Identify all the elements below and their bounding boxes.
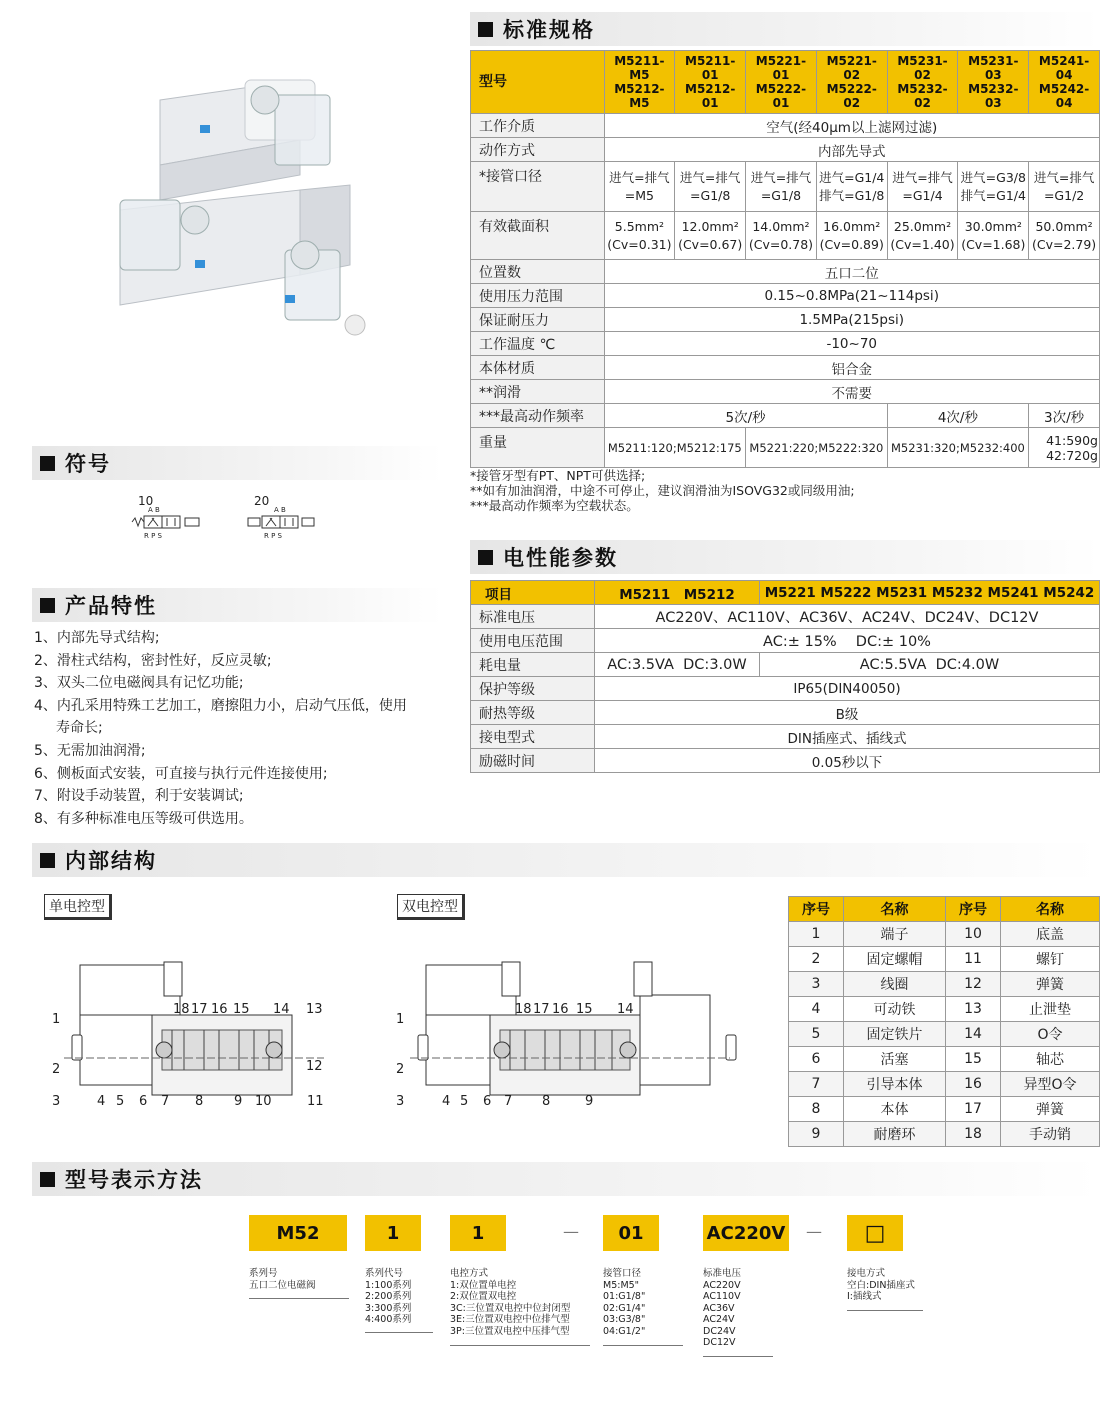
divider: [603, 1345, 683, 1346]
model-box-port: 01: [603, 1215, 659, 1251]
table-row: 保证耐压力 1.5MPa(215psi): [471, 308, 1100, 332]
table-row: 使用压力范围 0.15~0.8MPa(21~114psi): [471, 284, 1100, 308]
model-desc-voltage: 标准电压 AC220V AC110V AC36V AC24V DC24V DC12V: [703, 1268, 742, 1348]
table-header: 项目: [471, 581, 595, 605]
table-row: 耐热等级 B级: [471, 701, 1100, 725]
table-header: 名称: [844, 897, 946, 922]
square-bullet-icon: [40, 853, 55, 868]
list-item: 寿命长;: [56, 720, 103, 737]
table-row: *接管口径 进气=排气 =M5 进气=排气 =G1/8 进气=排气 =G1/8 进气=G1/4 排气=G1/8 进气=排气 =G1/4 进气=G3/8 排气=G1/4 进气=排气 =G1/2: [471, 162, 1100, 212]
table-row: 工作温度 ℃ -10~70: [471, 332, 1100, 356]
spec-model-col: M5221-02 M5222-02: [816, 51, 887, 114]
section-title: 标准规格: [503, 18, 595, 42]
parts-legend-table: [788, 896, 1100, 1147]
single-control-label: 单电控型: [44, 894, 112, 920]
table-row: 标准电压 AC220V、AC110V、AC36V、AC24V、DC24V、DC12V: [471, 605, 1100, 629]
divider: [365, 1332, 433, 1333]
model-box-series-code: 1: [365, 1215, 421, 1251]
section-header-spec: [470, 12, 1100, 46]
spec-table: [470, 50, 1100, 468]
table-row: 1 端子 10 底盖: [789, 922, 1100, 947]
symbol-10: 10 A B R P S: [130, 494, 215, 544]
model-box-voltage: AC220V: [703, 1215, 789, 1251]
square-bullet-icon: [40, 456, 55, 471]
list-item: 2、滑柱式结构，密封性好，反应灵敏;: [34, 652, 272, 669]
note-line: **如有加油润滑，中途不可停止，建议润滑油为ISOVG32或同级用油;: [470, 483, 855, 498]
section-title: 型号表示方法: [65, 1168, 203, 1192]
symbol-20: 20 A B R P S: [246, 494, 331, 544]
spec-header-label: 型号: [471, 51, 605, 114]
square-bullet-icon: [40, 598, 55, 613]
section-header-features: [32, 588, 442, 622]
spec-model-col: M5241-04 M5242-04: [1029, 51, 1100, 114]
spec-model-col: M5221-01 M5222-01: [746, 51, 817, 114]
square-bullet-icon: [40, 1172, 55, 1187]
divider: [703, 1356, 773, 1357]
spec-model-col: M5231-02 M5232-02: [887, 51, 958, 114]
model-dash: —: [563, 1222, 579, 1241]
table-header: M5221 M5222 M5231 M5232 M5241 M5242: [760, 581, 1100, 605]
double-control-diagram: 1 2 3 4 5 6 7 8 9 14 15 16 17 18: [390, 960, 750, 1110]
table-header: 序号: [946, 897, 1001, 922]
table-header: 序号: [789, 897, 844, 922]
model-box-connection: □: [847, 1215, 903, 1251]
list-item: 8、有多种标准电压等级可供选用。: [34, 810, 253, 827]
note-line: *接管牙型有PT、NPT可供选择;: [470, 468, 646, 483]
model-desc-control: 电控方式 1:双位置单电控 2:双位置双电控 3C:三位置双电控中位封闭型 3E:三位置双电控中位排气型 3P:三位置双电控中压排气型: [450, 1268, 571, 1337]
table-row: 2 固定螺帽 11 螺钉: [789, 947, 1100, 972]
square-bullet-icon: [478, 22, 493, 37]
table-row: 重量 M5211:120;M5212:175 M5221:220;M5222:320 M5231:320;M5232:400 41:590g 42:720g: [471, 428, 1100, 468]
model-dash: —: [806, 1222, 822, 1241]
square-bullet-icon: [478, 550, 493, 565]
model-desc-connection: 接电方式 空白:DIN插座式 I:插线式: [847, 1268, 915, 1302]
table-row: 7 引导本体 16 异型O令: [789, 1072, 1100, 1097]
electrical-table: [470, 580, 1100, 773]
table-row: 耗电量 AC:3.5VA DC:3.0W AC:5.5VA DC:4.0W: [471, 653, 1100, 677]
model-box-control: 1: [450, 1215, 506, 1251]
table-row: 有效截面积 5.5mm² (Cv=0.31) 12.0mm² (Cv=0.67) 14.0mm² (Cv=0.78) 16.0mm² (Cv=0.89) 25.0mm² (Cv=1.40) 30.0mm² (Cv=1.68) 50.0mm² (Cv=2.79): [471, 212, 1100, 260]
model-desc-series: 系列号 五口二位电磁阀: [249, 1268, 316, 1291]
model-desc-series-code: 系列代号 1:100系列 2:200系列 3:300系列 4:400系列: [365, 1268, 412, 1325]
table-row: 接电型式 DIN插座式、插线式: [471, 725, 1100, 749]
spec-notes: [470, 468, 1100, 513]
section-title: 符号: [65, 452, 111, 476]
list-item: 7、附设手动装置，利于安装调试;: [34, 788, 244, 805]
list-item: 3、双头二位电磁阀具有记忆功能;: [34, 675, 244, 692]
table-row: 位置数 五口二位: [471, 260, 1100, 284]
product-image: [100, 70, 440, 390]
table-row: 4 可动铁 13 止泄垫: [789, 997, 1100, 1022]
table-row: 动作方式 内部先导式: [471, 138, 1100, 162]
divider: [847, 1310, 923, 1311]
note-line: ***最高动作频率为空载状态。: [470, 498, 639, 513]
section-title: 电性能参数: [503, 546, 618, 570]
table-row: 本体材质 铝合金: [471, 356, 1100, 380]
section-header-model: [32, 1162, 1100, 1196]
features-list: [34, 627, 454, 830]
table-row: 5 固定铁片 14 O令: [789, 1022, 1100, 1047]
table-row: 9 耐磨环 18 手动销: [789, 1122, 1100, 1147]
spec-model-col: M5231-03 M5232-03: [958, 51, 1029, 114]
table-header: 名称: [1001, 897, 1100, 922]
table-row: 8 本体 17 弹簧: [789, 1097, 1100, 1122]
spec-model-col: M5211-01 M5212-01: [675, 51, 746, 114]
model-desc-port: 接管口径 M5:M5" 01:G1/8" 02:G1/4" 03:G3/8" 04:G1/2": [603, 1268, 646, 1337]
single-control-diagram: 1 2 3 4 5 6 7 8 9 10 11 12 13 14 15 16 17 18: [44, 960, 344, 1110]
table-row: ***最高动作频率 5次/秒 4次/秒 3次/秒: [471, 404, 1100, 428]
section-header-electrical: [470, 540, 1100, 574]
spec-model-col: M5211-M5 M5212-M5: [604, 51, 675, 114]
table-row: 6 活塞 15 轴芯: [789, 1047, 1100, 1072]
divider: [249, 1298, 349, 1299]
model-box-series: M52: [249, 1215, 347, 1251]
section-title: 内部结构: [65, 849, 157, 873]
table-row: 工作介质 空气(经40μm以上滤网过滤): [471, 114, 1100, 138]
divider: [450, 1345, 590, 1346]
table-row: **润滑 不需要: [471, 380, 1100, 404]
section-header-symbol: [32, 446, 442, 480]
double-control-label: 双电控型: [397, 894, 465, 920]
list-item: 6、侧板面式安装，可直接与执行元件连接使用;: [34, 765, 328, 782]
section-title: 产品特性: [65, 594, 157, 618]
table-row: 保护等级 IP65(DIN40050): [471, 677, 1100, 701]
list-item: 5、无需加油润滑;: [34, 742, 146, 759]
list-item: 1、内部先导式结构;: [34, 630, 160, 646]
table-row: 励磁时间 0.05秒以下: [471, 749, 1100, 773]
table-row: 3 线圈 12 弹簧: [789, 972, 1100, 997]
list-item: 4、内孔采用特殊工艺加工，磨擦阻力小，启动气压低，使用: [34, 697, 407, 714]
section-header-structure: [32, 843, 1100, 877]
table-row: 使用电压范围 AC:± 15% DC:± 10%: [471, 629, 1100, 653]
table-header: M5211 M5212: [595, 581, 760, 605]
